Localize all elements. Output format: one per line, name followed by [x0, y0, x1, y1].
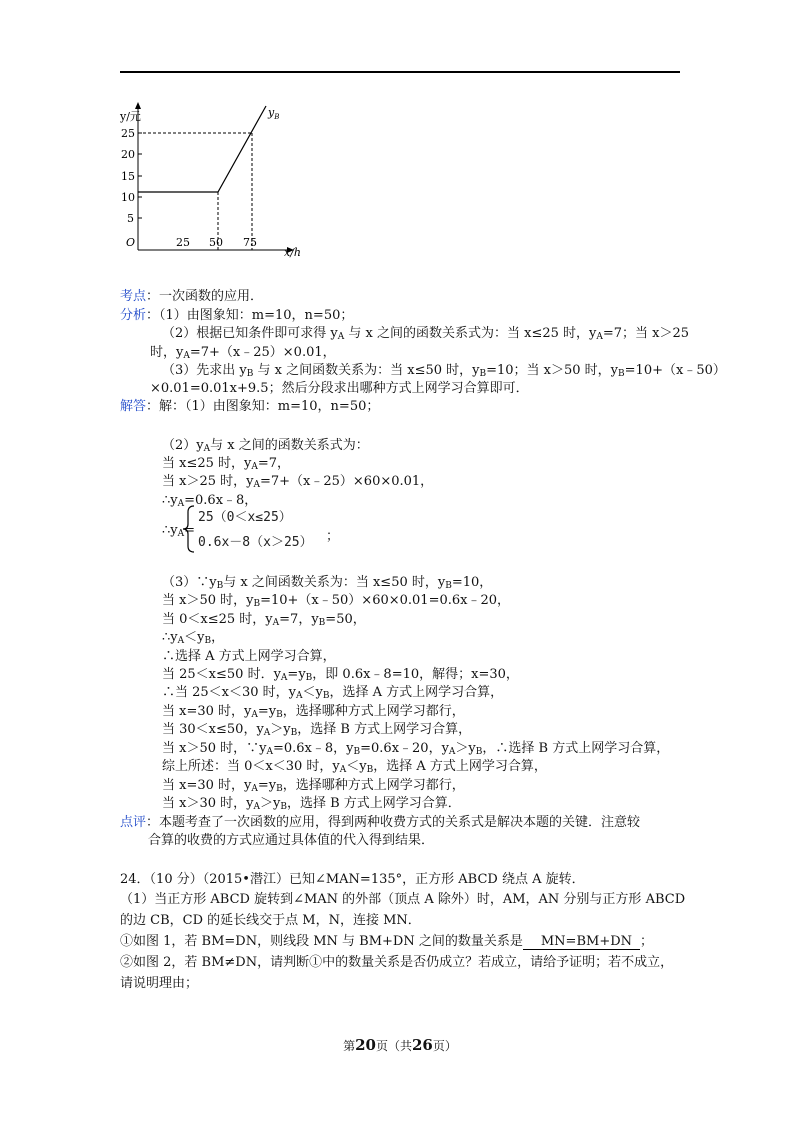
- piece-2: 0.6x－8（x＞25）: [198, 535, 313, 550]
- function-graph: [118, 100, 318, 270]
- curve-label: $y_B$: [268, 106, 280, 121]
- page-total: 26: [412, 1036, 433, 1054]
- jieda-line-3: 当 x≤25 时，$y_A=7$，: [162, 456, 291, 472]
- jieda-line-5: $\therefore y_A=0.6x﹣8$，: [162, 493, 258, 509]
- jieda-line-6: $\therefore y_A=$: [162, 523, 196, 539]
- jieda-line-4: 当 x＞25 时，$y_A=7+(x﹣25)\times 60\times 0.01$，: [162, 474, 434, 490]
- fenxi-line-2: （2）根据已知条件即可求得 $y_A$ 与 x 之间的函数关系式为：当 x≤25 时，$y_A=7$；当 x＞25: [162, 326, 690, 342]
- dianping-label: 点评: [120, 815, 147, 830]
- jieda-line-13: ∴当 25＜x＜30 时，$y_A<y_B$，选择 A 方式上网学习合算，: [162, 685, 504, 701]
- x-tick-50: 50: [209, 236, 223, 249]
- y-tick-25: 25: [121, 127, 135, 140]
- jieda-line-14: 当 x=30 时，$y_A=y_B$，选择哪种方式上网学习都行，: [162, 704, 465, 720]
- jieda-line-12: 当 25＜x≤50 时．$y_A=y_B$，即 0.6x﹣8=10，解得；x=30，: [162, 667, 519, 683]
- y-tick-10: 10: [121, 191, 135, 204]
- y-tick-20: 20: [121, 148, 135, 161]
- q24-line-3: 的边 CB，CD 的延长线交于点 M，N，连接 MN．: [120, 913, 421, 928]
- jieda-line-8: 当 x＞50 时，$y_B=10+(x﹣50)\times 60\times 0.01=0.6x﹣20$，: [162, 593, 511, 609]
- x-tick-75: 75: [243, 236, 257, 249]
- fenxi-line-3: 时，$y_A=7+(x﹣25)\times 0.01$，: [150, 345, 336, 361]
- q24-line-4: ①如图 1，若 BM=DN，则线段 MN 与 BM+DN 之间的数量关系是 MN=BM+DN ；: [120, 934, 654, 949]
- jieda-line-2: $(2)y_A$与 x 之间的函数关系式为：: [162, 438, 369, 454]
- kaodian-label: 考点: [120, 289, 147, 304]
- piece-semicolon: ；: [326, 529, 340, 544]
- kaodian-line: 考点：一次函数的应用．: [120, 289, 264, 304]
- header-rule: [120, 71, 680, 73]
- jieda-line-7: $(3)\because y_B$与 x 之间函数关系为：当 x≤50 时，$y_B=10$，: [162, 575, 493, 591]
- q24-line-2: （1）当正方形 ABCD 旋转到∠MAN 的外部（顶点 A 除外）时，AM，AN 分别与正方形 ABCD: [120, 892, 686, 907]
- yb-line: [138, 106, 266, 192]
- jieda-label: 解答: [120, 399, 147, 414]
- jieda-line-9: 当 0＜x≤25 时，$y_A=7$，$y_B=50$，: [162, 612, 366, 628]
- piece-1: 25（0＜x≤25）: [198, 510, 292, 525]
- fenxi-label: 分析: [120, 308, 147, 323]
- y-axis-label: y/元: [120, 110, 141, 123]
- y-tick-15: 15: [121, 170, 135, 183]
- page-number: 20: [355, 1036, 376, 1054]
- q24-line-1: 24．（10 分）（2015•潜江）已知∠MAN=135°，正方形 ABCD 绕点 A 旋转．: [120, 872, 585, 887]
- q24-line-6: 请说明理由；: [120, 976, 199, 991]
- page-footer: 第20页（共26页）: [343, 1036, 457, 1054]
- fenxi-line-5: ×0.01=0.01x+9.5；然后分段求出哪种方式上网学习合算即可．: [150, 381, 529, 396]
- jieda-line-10: $\therefore y_A<y_B$，: [162, 630, 225, 646]
- jieda-line-19: 当 x＞30 时，$y_A>y_B$，选择 B 方式上网学习合算．: [162, 796, 461, 812]
- origin-label: O: [126, 236, 136, 249]
- piecewise-brace: [182, 504, 352, 554]
- jieda-line-1: 解答：解：（1）由图象知：m=10，n=50；: [120, 399, 380, 414]
- answer-blank: MN=BM+DN: [523, 934, 640, 950]
- x-axis-label: x/h: [284, 246, 301, 259]
- fenxi-line-4: （3）先求出 $y_B$ 与 x 之间函数关系为：当 x≤50 时，$y_B=10$；当 x＞50 时，$y_B=10+(x﹣50)$: [162, 363, 726, 379]
- jieda-line-11: ∴选择 A 方式上网学习合算，: [162, 649, 336, 664]
- jieda-line-18: 当 x=30 时，$y_A=y_B$，选择哪种方式上网学习都行，: [162, 778, 465, 794]
- x-tick-25: 25: [176, 236, 190, 249]
- y-axis-arrow: [135, 102, 141, 109]
- jieda-line-15: 当 30＜x≤50，$y_A>y_B$，选择 B 方式上网学习合算，: [162, 722, 472, 738]
- dianping-line-2: 合算的收费的方式应通过具体值的代入得到结果．: [148, 833, 435, 848]
- jieda-line-17: 综上所述：当 0＜x＜30 时，$y_A<y_B$，选择 A 方式上网学习合算，: [162, 759, 547, 775]
- jieda-line-16: 当 x＞50 时，$\because y_A=0.6x﹣8$，$y_B=0.6x﹣20$，$y_A>y_B$，∴选择 B 方式上网学习合算，: [162, 741, 670, 757]
- q24-line-5: ②如图 2，若 BM≠DN，请判断①中的数量关系是否仍成立？若成立，请给予证明；若不成立，: [120, 955, 674, 970]
- dianping-line-1: 点评：本题考查了一次函数的应用，得到两种收费方式的关系式是解决本题的关键．注意较: [120, 815, 641, 830]
- fenxi-line-1: 分析：（1）由图象知：m=10，n=50；: [120, 308, 354, 323]
- y-tick-5: 5: [127, 212, 134, 225]
